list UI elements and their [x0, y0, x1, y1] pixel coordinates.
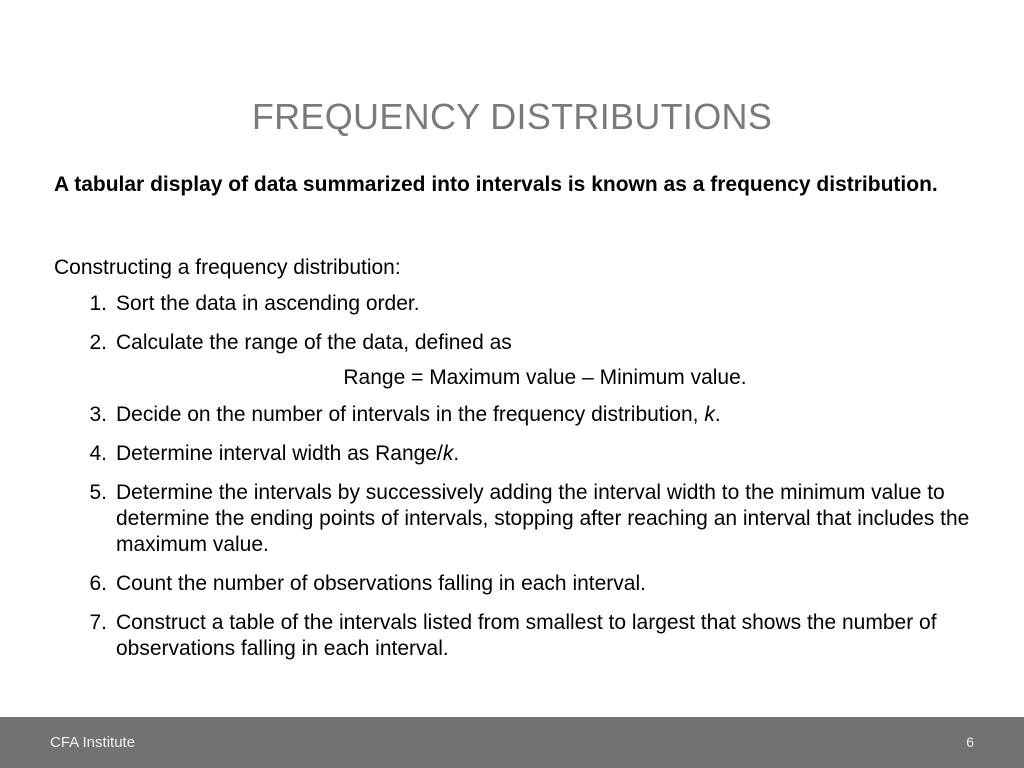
step-1 [54, 291, 974, 317]
step-number: 4. [89, 442, 107, 465]
page-number: 6 [966, 734, 974, 750]
step-2 [54, 330, 974, 356]
slide-title: FREQUENCY DISTRIBUTIONS [251, 96, 773, 137]
steps-list [54, 291, 974, 662]
step-text-main: Decide on the number of intervals in the frequency distribution, [116, 403, 699, 426]
step-6 [54, 571, 974, 597]
step-text [116, 402, 974, 428]
step-number: 3. [89, 403, 107, 426]
step-7 [54, 610, 974, 662]
step-text-end: . [453, 442, 460, 465]
variable-k: k [442, 442, 454, 465]
slide-body [54, 255, 974, 675]
step-3 [54, 402, 974, 428]
step-number: 7. [89, 611, 107, 634]
step-text [116, 441, 974, 467]
range-formula: Range = Maximum value – Minimum value. [343, 366, 747, 389]
variable-k: k [704, 403, 715, 426]
step-number: 6. [89, 572, 107, 595]
step-5 [54, 480, 974, 558]
list-lead: Constructing a frequency distribution: [54, 256, 401, 279]
step-text: Calculate the range of the data, defined as [116, 331, 512, 354]
step-number: 2. [89, 331, 107, 354]
step-number: 5. [89, 481, 107, 504]
step-text-end: . [714, 403, 721, 426]
footer-bar [0, 717, 1024, 768]
step-text: Count the number of observations falling in each interval. [116, 572, 646, 595]
step-number: 1. [89, 292, 107, 315]
step-text: Construct a table of the intervals listed from smallest to largest that shows the number of observations falling in each interval. [116, 611, 937, 660]
step-4 [54, 441, 974, 467]
step-text: Sort the data in ascending order. [116, 292, 420, 315]
cfa-institute-logo: CFA Institute [50, 734, 136, 751]
intro-definition: A tabular display of data summarized into intervals is known as a frequency distribution. [54, 173, 938, 196]
step-text-main: Determine interval width as Range/ [116, 442, 443, 465]
step-text: Determine the intervals by successively adding the interval width to the minimum value to determine the ending points of intervals, stopping after reaching an interval that includes the maximum value. [116, 481, 970, 556]
